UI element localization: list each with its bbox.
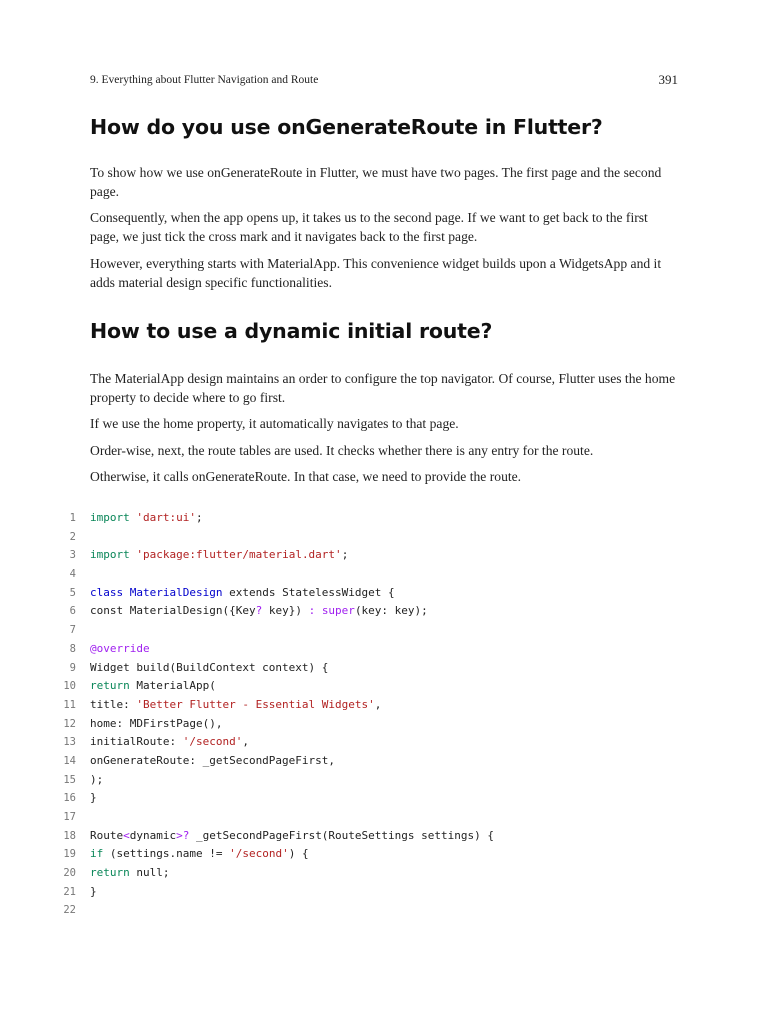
line-number: 6 xyxy=(69,605,76,618)
line-number: 4 xyxy=(69,568,76,581)
code-line: 10 return MaterialApp( xyxy=(60,677,700,696)
code-line: 6 const MaterialDesign({Key? key}) : super(key: key); xyxy=(60,602,700,621)
paragraph: Otherwise, it calls onGenerateRoute. In that case, we need to provide the route. xyxy=(90,469,522,484)
code-line: 1 import 'dart:ui'; xyxy=(60,509,700,528)
paragraph: However, everything starts with MaterialApp. This convenience widget builds upon a WidgetsApp and it adds material design specific functionalities. xyxy=(90,256,662,290)
code-listing xyxy=(60,509,700,920)
running-header xyxy=(90,72,678,92)
section-heading-dynamic-initial-route: How to use a dynamic initial route? xyxy=(90,319,493,343)
line-number: 20 xyxy=(63,867,76,880)
code-line: 3 import 'package:flutter/material.dart'; xyxy=(60,546,700,565)
line-number: 12 xyxy=(63,717,76,730)
code-line xyxy=(60,901,700,920)
code-line: 13 initialRoute: '/second', xyxy=(60,733,700,752)
line-number: 2 xyxy=(69,530,76,543)
code-line: 21 } xyxy=(60,883,700,902)
paragraph: To show how we use onGenerateRoute in Flutter, we must have two pages. The first page and the second page. xyxy=(90,165,662,199)
section-heading-ongenerateroute: How do you use onGenerateRoute in Flutter? xyxy=(90,115,603,139)
paragraph: The MaterialApp design maintains an order to configure the top navigator. Of course, Flutter uses the home property to decide where to go first. xyxy=(90,371,676,405)
code-line: 15 ); xyxy=(60,771,700,790)
line-number: 9 xyxy=(69,661,76,674)
line-number: 13 xyxy=(63,736,76,749)
line-number: 21 xyxy=(63,885,76,898)
code-line xyxy=(60,528,700,547)
line-number: 3 xyxy=(69,549,76,562)
code-line: 9 Widget build(BuildContext context) { xyxy=(60,659,700,678)
page-number: 391 xyxy=(658,72,678,87)
line-number: 7 xyxy=(69,624,76,637)
code-line xyxy=(60,808,700,827)
chapter-title: 9. Everything about Flutter Navigation and Route xyxy=(90,74,319,86)
code-line: 8 @override xyxy=(60,640,700,659)
paragraph: If we use the home property, it automatically navigates to that page. xyxy=(90,416,459,431)
line-number: 10 xyxy=(63,680,76,693)
line-number: 5 xyxy=(69,586,76,599)
line-number: 1 xyxy=(69,512,76,524)
code-line xyxy=(60,565,700,584)
line-number: 22 xyxy=(63,904,76,917)
line-number: 17 xyxy=(63,811,76,823)
line-number: 8 xyxy=(69,642,76,655)
code-line: 11 title: 'Better Flutter - Essential Widgets', xyxy=(60,696,700,715)
line-number: 14 xyxy=(63,754,76,767)
code-line: 20 return null; xyxy=(60,864,700,883)
line-number: 15 xyxy=(63,773,76,786)
line-number: 19 xyxy=(63,848,76,861)
code-line: 12 home: MDFirstPage(), xyxy=(60,715,700,734)
paragraph: Order-wise, next, the route tables are used. It checks whether there is any entry for the route. xyxy=(90,443,594,458)
code-line: 5 class MaterialDesign extends StatelessWidget { xyxy=(60,584,700,603)
paragraph: Consequently, when the app opens up, it takes us to the second page. If we want to get back to the first page, we just tick the cross mark and it navigates back to the first page. xyxy=(90,210,648,244)
line-number: 11 xyxy=(63,698,76,711)
line-number: 18 xyxy=(63,829,76,842)
line-number: 16 xyxy=(63,792,76,805)
code-line: 14 onGenerateRoute: _getSecondPageFirst, xyxy=(60,752,700,771)
code-line: 16 } xyxy=(60,789,700,808)
code-line xyxy=(60,621,700,640)
code-line: 18 Route<dynamic>? _getSecondPageFirst(RouteSettings settings) { xyxy=(60,827,700,846)
code-line: 19 if (settings.name != '/second') { xyxy=(60,845,700,864)
